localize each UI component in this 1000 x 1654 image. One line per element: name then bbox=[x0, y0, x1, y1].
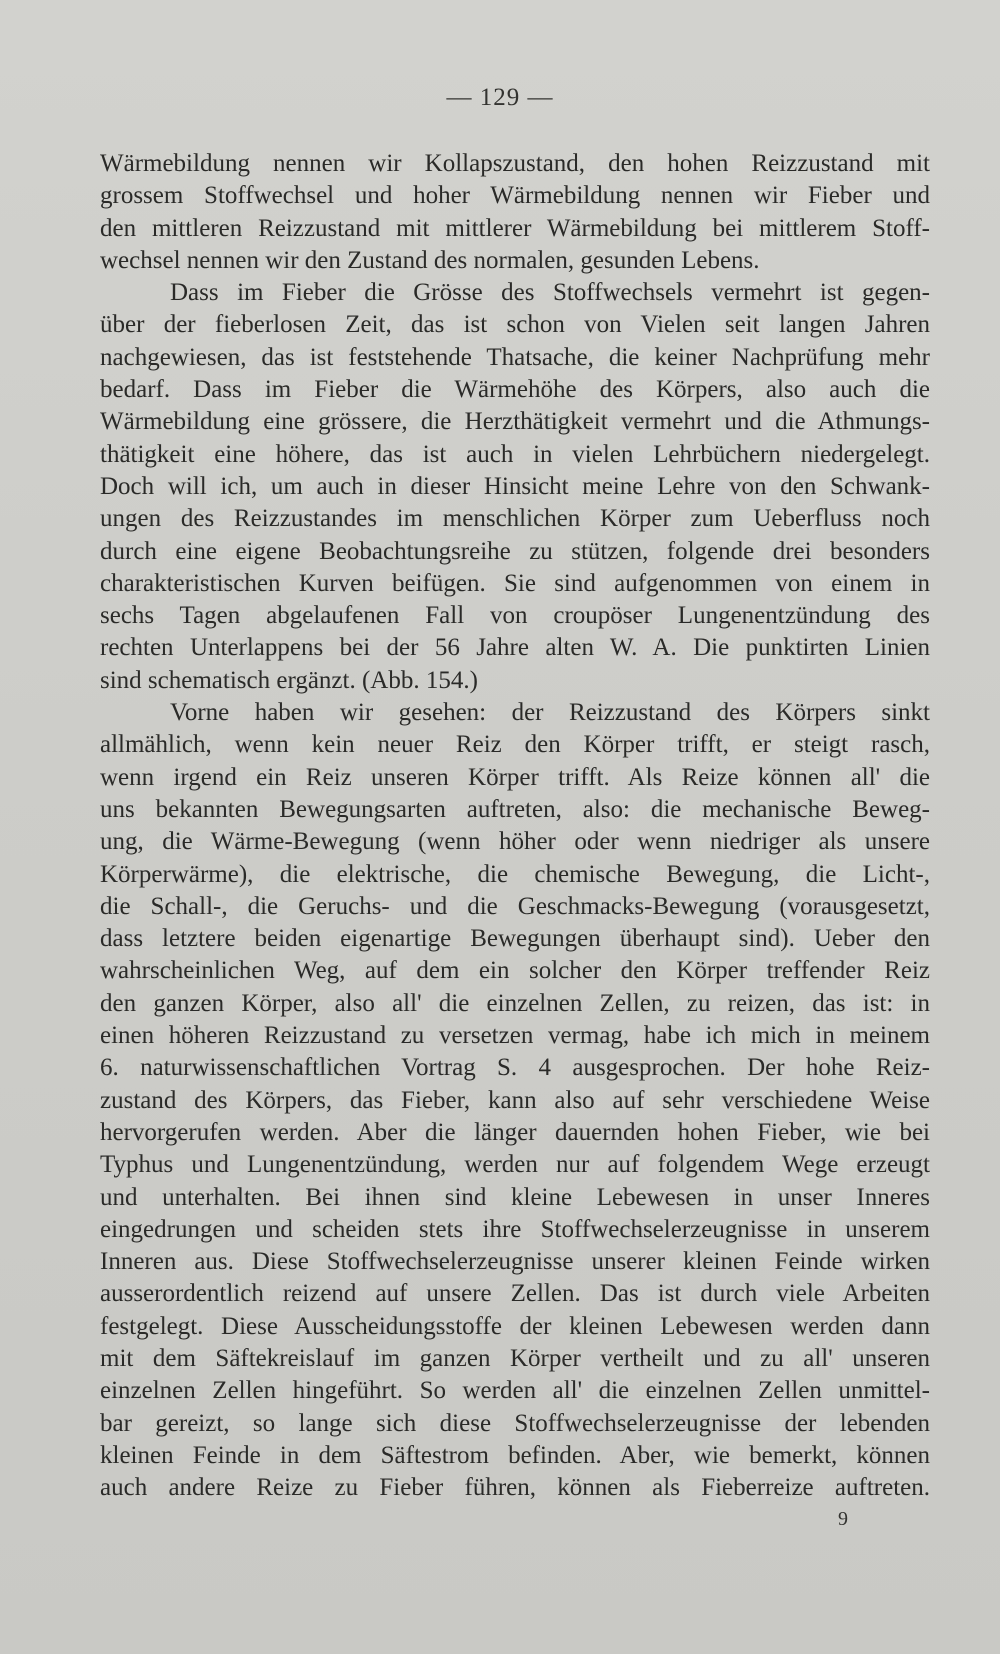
text-line: wenn irgend ein Reiz unseren Körper trifft. Als Reize können all' die bbox=[100, 763, 930, 791]
text-line: einzelnen Zellen hingeführt. So werden all' die einzelnen Zellen unmittel- bbox=[100, 1377, 930, 1405]
text-line: Wärmebildung eine grössere, die Herzthätigkeit vermehrt und die Athmungs- bbox=[100, 408, 930, 436]
text-line: sechs Tagen abgelaufenen Fall von croupöser Lungenentzündung des bbox=[100, 602, 930, 630]
signature-mark: 9 bbox=[838, 1508, 848, 1530]
text-line: grossem Stoffwechsel und hoher Wärmebildung nennen wir Fieber und bbox=[100, 182, 930, 210]
text-line: wechsel nennen wir den Zustand des normalen, gesunden Lebens. bbox=[100, 246, 760, 274]
text-line: thätigkeit eine höhere, das ist auch in vielen Lehrbüchern niedergelegt. bbox=[100, 440, 930, 468]
text-line: rechten Unterlappens bei der 56 Jahre alten W. A. Die punktirten Linien bbox=[100, 634, 930, 662]
text-line: ung, die Wärme-Bewegung (wenn höher oder wenn niedriger als unsere bbox=[100, 828, 930, 856]
text-line: Typhus und Lungenentzündung, werden nur auf folgendem Wege erzeugt bbox=[100, 1151, 930, 1179]
text-line: zustand des Körpers, das Fieber, kann also auf sehr verschiedene Weise bbox=[100, 1086, 930, 1114]
text-line: ausserordentlich reizend auf unsere Zellen. Das ist durch viele Arbeiten bbox=[100, 1280, 930, 1308]
text-line: 6. naturwissenschaftlichen Vortrag S. 4 ausgesprochen. Der hohe Reiz- bbox=[100, 1054, 930, 1082]
text-line: den mittleren Reizzustand mit mittlerer Wärmebildung bei mittlerem Stoff- bbox=[100, 214, 930, 242]
text-line: Doch will ich, um auch in dieser Hinsicht meine Lehre von den Schwank- bbox=[100, 472, 930, 500]
paragraph-start-line: Dass im Fieber die Grösse des Stoffwechsels vermehrt ist gegen- bbox=[170, 279, 930, 307]
text-line: charakteristischen Kurven beifügen. Sie sind aufgenommen von einem in bbox=[100, 569, 930, 597]
text-line: festgelegt. Diese Ausscheidungsstoffe der kleinen Lebewesen werden dann bbox=[100, 1312, 930, 1340]
text-line: die Schall-, die Geruchs- und die Geschmacks-Bewegung (vorausgesetzt, bbox=[100, 892, 930, 920]
text-line: nachgewiesen, das ist feststehende Thatsache, die keiner Nachprüfung mehr bbox=[100, 343, 930, 371]
text-line: den ganzen Körper, also all' die einzelnen Zellen, zu reizen, das ist: in bbox=[100, 989, 930, 1017]
text-line: uns bekannten Bewegungsarten auftreten, also: die mechanische Beweg- bbox=[100, 795, 930, 823]
body-text bbox=[100, 148, 930, 1504]
text-line: mit dem Säftekreislauf im ganzen Körper vertheilt und zu all' unseren bbox=[100, 1344, 930, 1372]
text-line: einen höheren Reizzustand zu versetzen vermag, habe ich mich in meinem bbox=[100, 1022, 930, 1050]
text-line: kleinen Feinde in dem Säftestrom befinden. Aber, wie bemerkt, können bbox=[100, 1441, 930, 1469]
text-line: dass letztere beiden eigenartige Bewegungen überhaupt sind). Ueber den bbox=[100, 925, 930, 953]
text-line: eingedrungen und scheiden stets ihre Stoffwechselerzeugnisse in unserem bbox=[100, 1215, 930, 1243]
text-line: wahrscheinlichen Weg, auf dem ein solcher den Körper treffender Reiz bbox=[100, 957, 930, 985]
text-line: bar gereizt, so lange sich diese Stoffwechselerzeugnisse der lebenden bbox=[100, 1409, 930, 1437]
text-line: Wärmebildung nennen wir Kollapszustand, den hohen Reizzustand mit bbox=[100, 150, 930, 177]
text-line: und unterhalten. Bei ihnen sind kleine Lebewesen in unser Inneres bbox=[100, 1183, 930, 1211]
text-line: durch eine eigene Beobachtungsreihe zu stützen, folgende drei besonders bbox=[100, 537, 930, 565]
text-line: Inneren aus. Diese Stoffwechselerzeugnisse unserer kleinen Feinde wirken bbox=[100, 1248, 930, 1276]
page-number: — 129 — bbox=[446, 84, 554, 111]
text-line: allmählich, wenn kein neuer Reiz den Körper trifft, er steigt rasch, bbox=[100, 731, 930, 759]
paragraph-start-line: Vorne haben wir gesehen: der Reizzustand des Körpers sinkt bbox=[170, 699, 930, 727]
text-line: bedarf. Dass im Fieber die Wärmehöhe des Körpers, also auch die bbox=[100, 376, 930, 404]
text-line: sind schematisch ergänzt. (Abb. 154.) bbox=[100, 666, 478, 694]
text-line: ungen des Reizzustandes im menschlichen Körper zum Ueberfluss noch bbox=[100, 505, 930, 533]
text-line: auch andere Reize zu Fieber führen, können als Fieberreize auftreten. bbox=[100, 1474, 930, 1502]
text-line: über der fieberlosen Zeit, das ist schon von Vielen seit langen Jahren bbox=[100, 311, 930, 339]
text-line: hervorgerufen werden. Aber die länger dauernden hohen Fieber, wie bei bbox=[100, 1118, 930, 1146]
text-line: Körperwärme), die elektrische, die chemische Bewegung, die Licht-, bbox=[100, 860, 930, 888]
